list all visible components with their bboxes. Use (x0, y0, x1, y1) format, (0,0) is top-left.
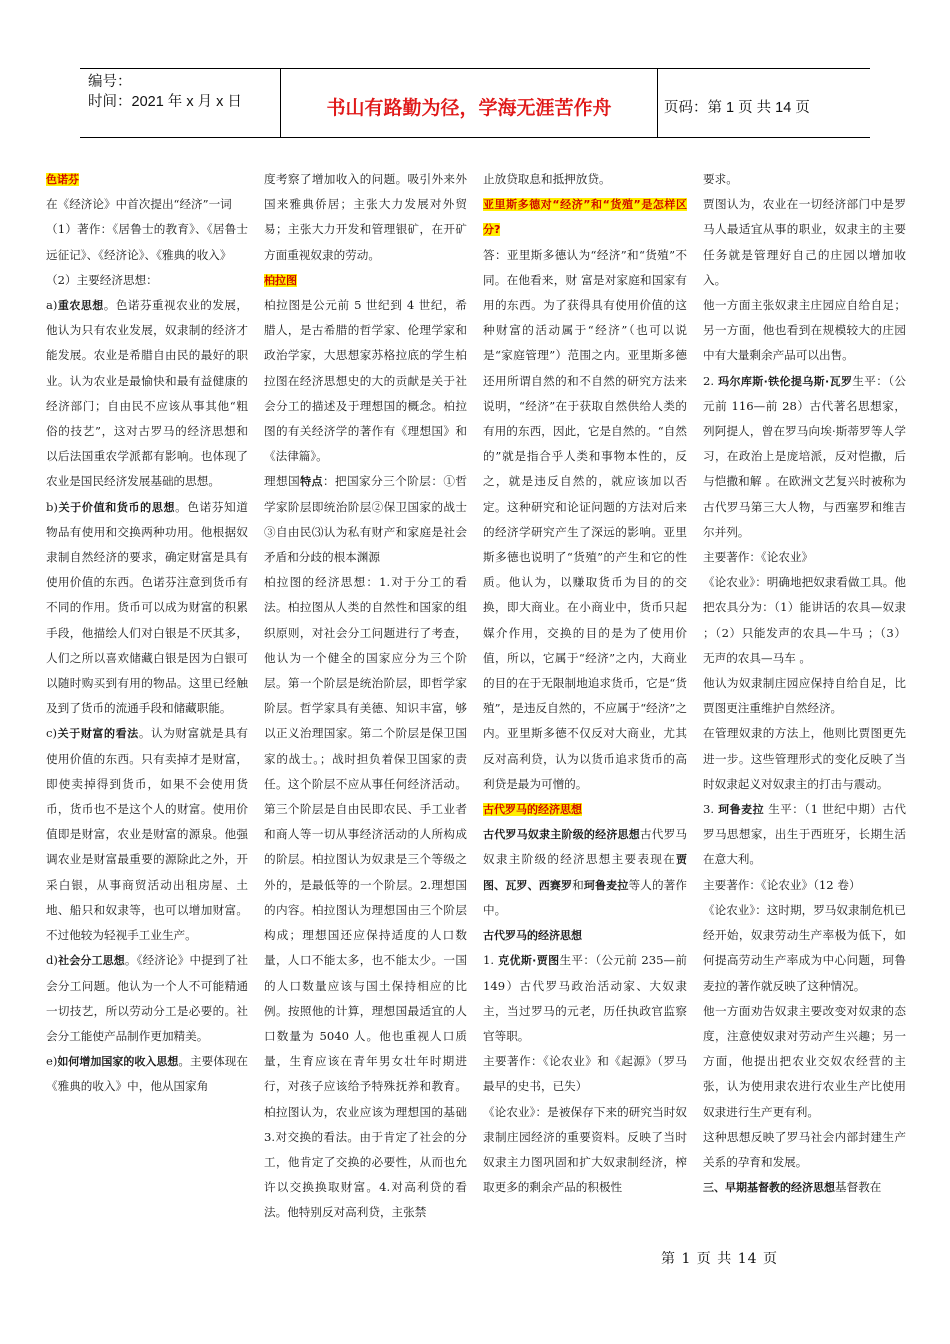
paragraph: 柏拉图是公元前 5 世纪到 4 世纪，希腊人，是古希腊的哲学家、伦理学家和政治学家，大思想家苏格拉底的学生柏拉图在经济思想史的大的贡献是关于社会分工的描述及于理想国的概念。柏拉图的有关经济学的著作有《理想国》和《法律篇》。 (264, 298, 467, 464)
paragraph: （2）主要经济思想： (46, 272, 158, 287)
date-label: 时间：2021 年 x 月 x 日 (88, 94, 242, 110)
paragraph: a)重农思想。色诺芬重视农业的发展，他认为只有农业发展，奴隶制的经济才能发展。农业是希腊自由民的最好的职业。认为农业是最愉快和最有益健康的经济部门；自由民不应该从事其他“粗俗的技艺”，这对古罗马的经济思想和以后法国重农学派都有影响。也体现了农业是国民经济发展基础的思想。 (46, 298, 248, 489)
paragraph: 理想国特点：把国家分三个阶层：①哲学家阶层即统治阶层②保卫国家的战士③自由民⑶认为私有财产和家庭是社会矛盾和分歧的根本渊源 (264, 474, 467, 565)
bold-heading: 关于价值和货币的思想 (57, 500, 176, 514)
section-title-xenophon: 色诺芬 (46, 173, 79, 186)
column-3 (483, 167, 687, 1200)
page-header (80, 68, 870, 138)
paragraph: 2. 玛尔库斯·铁伦提乌斯·瓦罗生平：（公元前 116—前 28）古代著名思想家，列阿提人，曾在罗马向埃·斯蒂罗等人学习，在政治上是庞培派，反对恺撒，后与恺撒和解 。在欧洲文艺复兴时被称为古代罗马第三大人物，与西塞罗和维吉尔并列。 (703, 373, 907, 539)
paragraph: 他一方面劝告奴隶主要改变对奴隶的态度，注意使奴隶对劳动产生兴趣；另一方面，他提出把农业交奴农经营的主张，认为使用隶农进行农业生产比使用奴隶进行生产更有利。 (703, 1003, 906, 1119)
column-2 (264, 167, 467, 1226)
paragraph: 在管理奴隶的方法上，他则比贾图更先进一步。这些管理形式的变化反映了当时奴隶起义对奴隶主的打击与震动。 (703, 726, 906, 791)
bold-heading: 三、早期基督教的经济思想 (703, 1181, 835, 1195)
page-label: 页码：第 1 页 共 14 页 (664, 99, 810, 116)
motto: 书山有路勤为径，学海无涯苦作舟 (280, 69, 658, 137)
paragraph: 他一方面主张奴隶主庄园应自给自足；另一方面，他也看到在规模较大的庄园中有大量剩余产品可以出售。 (703, 298, 906, 363)
paragraph: 在《经济论》中首次提出“经济”一词 (46, 197, 232, 212)
paragraph: 答：亚里斯多德认为“经济”和“货殖”不同。在他看来，财 富是对家庭和国家有用的东西。为了获得具有使用价值的这种财富的活动属于“经济”（也可以说是“家庭管理”）范围之内。亚里斯多德还用所谓自然的和不自然的研究方法来说明，“经济”在于获取自然供给人类的有用的东西，因此，它是自然的。“自然的”就是指合乎人类和事物本性的，反之，就是违反自然的，就应该加以否定。这种研究和论证问题的方法对后来的经济学研究产生了深远的影响。亚里斯多德也说明了“货殖”的产生和它的性质。他认为，以赚取货币为目的的交换，即大商业。在小商业中，货币只起媒介作用，交换的目的是为了使用价值，所以，它属于“经济”之内，大商业的目的在于无限制地追求货币，它是“货殖”，是违反自然的，不应属于“经济”之内。亚里斯多德不仅反对大商业，尤其反对高利贷，认为以货币追求货币的高利贷是最为可憎的。 (483, 247, 687, 791)
person-name: 玛尔库斯·铁伦提乌斯·瓦罗 (718, 374, 853, 388)
section-title-rome: 古代罗马的经济思想 (483, 803, 582, 817)
paragraph: 主要著作：《论农业》（12 卷） (703, 877, 861, 892)
paragraph: 止放贷取息和抵押放贷。 (483, 172, 611, 186)
paragraph: d)社会分工思想。《经济论》中提到了社会分工问题。他认为一个人不可能精通一切技艺，所以劳动分工是必要的。社会分工能使产品制作更加精美。 (46, 953, 248, 1043)
paragraph: （1）著作：《居鲁士的教育》、《居鲁士远征记》、《经济论》、《雅典的收入》 (46, 222, 248, 262)
bold-heading: 如何增加国家的收入思想 (57, 1055, 179, 1069)
paragraph: 1. 克优斯·贾图生平：（公元前 235—前 149）古代罗马政治活动家、大奴隶主，当过罗马的元老，历任执政官监察官等职。 (483, 953, 688, 1043)
section-title-plato: 柏拉图 (264, 273, 297, 287)
serial-label: 编号： (88, 74, 132, 90)
paragraph: 这种思想反映了罗马社会内部封建生产关系的孕育和发展。 (703, 1129, 906, 1169)
question-title: 亚里斯多德对“经济”和“货殖”是怎样区分? (483, 198, 687, 237)
subsection-title: 古代罗马的经济思想 (483, 929, 582, 943)
paragraph: 《论农业》：这时期，罗马奴隶制危机已经开始，奴隶劳动生产率极为低下，如何提高劳动生产率成为中心问题，珂鲁麦拉的著作就反映了这种情况。 (703, 902, 906, 993)
paragraph: e)如何增加国家的收入思想。主要体现在《雅典的收入》中，他从国家角 (46, 1054, 248, 1094)
paragraph: 他认为奴隶制庄园应保持自给自足，比贾图更注重维护自然经济。 (703, 676, 906, 716)
paragraph: 3. 珂鲁麦拉 生平：（1 世纪中期）古代罗马思想家，出生于西班牙，长期生活在意大利。 (703, 802, 907, 867)
bold-heading: 关于财富的看法 (57, 727, 139, 741)
paragraph: 度考察了增加收入的问题。吸引外来外国来雅典侨居；主张大力发展对外贸易；主张大力开发和管理银矿，在开矿方面重视奴隶的劳动。 (264, 172, 467, 262)
bold-heading: 古代罗马奴隶主阶级的经济思想 (483, 828, 640, 842)
paragraph: 三、早期基督教的经济思想基督教在 (703, 1180, 882, 1195)
person-name: 克优斯·贾图 (498, 954, 560, 968)
bold-heading: 特点 (300, 475, 323, 489)
paragraph: 贾图认为，农业在一切经济部门中是罗马人最适宜从事的职业，奴隶主的主要任务就是管理好自己的庄园以增加收入。 (703, 197, 906, 287)
person-name: 珂鲁麦拉 (718, 803, 765, 817)
column-1 (46, 167, 248, 1100)
paragraph: b)关于价值和货币的思想。色诺芬知道物品有使用和交换两种功用。他根据奴隶制自然经济的要求，确定财富是具有使用价值的东西。色诺芬注意到货币有不同的作用。货币可以成为财富的积累手段，他描绘人们对白银是不厌其多，人们之所以喜欢储藏白银是因为白银可以随时购买到有用的物品。这里已经触及到了货币的流通手段和储藏职能。 (46, 499, 248, 716)
paragraph: 主要著作：《论农业》和《起源》（罗马最早的史书，已失） (483, 1054, 687, 1094)
bold-heading: 社会分工思想 (57, 954, 125, 968)
header-meta (80, 69, 280, 137)
paragraph: 要求。 (703, 172, 738, 186)
page-footer: 第 1 页 共 14 页 (661, 1251, 778, 1267)
paragraph: 柏拉图的经济思想：1.对于分工的看法。柏拉图从人类的自然性和国家的组织原则，对社会分工问题进行了考查，他认为一个健全的国家应分为三个阶层。第一个阶层是统治阶层，即哲学家阶层。哲学家具有美德、知识丰富，够以正义治理国家。第二个阶层是保卫国家的战士。；战时担负着保卫国家的责任。这个阶层不应从事任何经济活动。第三个阶层是自由民即农民、手工业者和商人等一切从事经济活动的人所构成的阶层。柏拉图认为奴隶是三个等级之外的，是最低等的一个阶层。2.理想国的内容。柏拉图认为理想国由三个阶层构成；理想国还应保持适度的人口数量，人口不能太多，也不能太少。一国的人口数量应该与国土保持相应的比例。按照他的计算，理想国最适宜的人口数量为 5040 人。他也重视人口质量，生育应该在青年男女壮年时期进行，对孩子应该给予特殊抚养和教育。柏拉图认为，农业应该为理想国的基础 3.对交换的看法。由于肯定了社会的分工，他肯定了交换的必要性，从而也允许以交换换取财富。4.对高利贷的看法。他特别反对高利贷，主张禁 (264, 575, 467, 1220)
paragraph: 《论农业》：是被保存下来的研究当时奴隶制庄园经济的重要资料。反映了当时奴隶主力图巩固和扩大奴隶制经济，榨取更多的剩余产品的积极性 (483, 1104, 687, 1195)
paragraph: 古代罗马奴隶主阶级的经济思想古代罗马奴隶主阶级的经济思想主要表现在贾图、瓦罗、西赛罗和珂鲁麦拉等人的著作中。 (483, 827, 688, 917)
paragraph: 《论农业》：明确地把奴隶看做工具。他把农具分为：（1）能讲话的农具—奴隶 ；（2）只能发声的农具—牛马 ；（3）无声的农具—马车 。 (703, 575, 906, 665)
column-4 (703, 167, 906, 1200)
paragraph: 主要著作：《论农业》 (703, 550, 814, 565)
paragraph: c)关于财富的看法。认为财富就是具有使用价值的东西。只有卖掉才是财富，即使卖掉得到货币，如果不会使用货币，货币也不是这个人的财富。使用价值即是财富，农业是财富的源泉。他强调农业是财富最重要的源除此之外，开采白银，从事商贸活动出租房屋、土地、船只和奴隶等，也可以增加财富。不过他较为轻视手工业生产。 (46, 726, 248, 943)
bold-heading: 重农思想 (57, 299, 104, 313)
